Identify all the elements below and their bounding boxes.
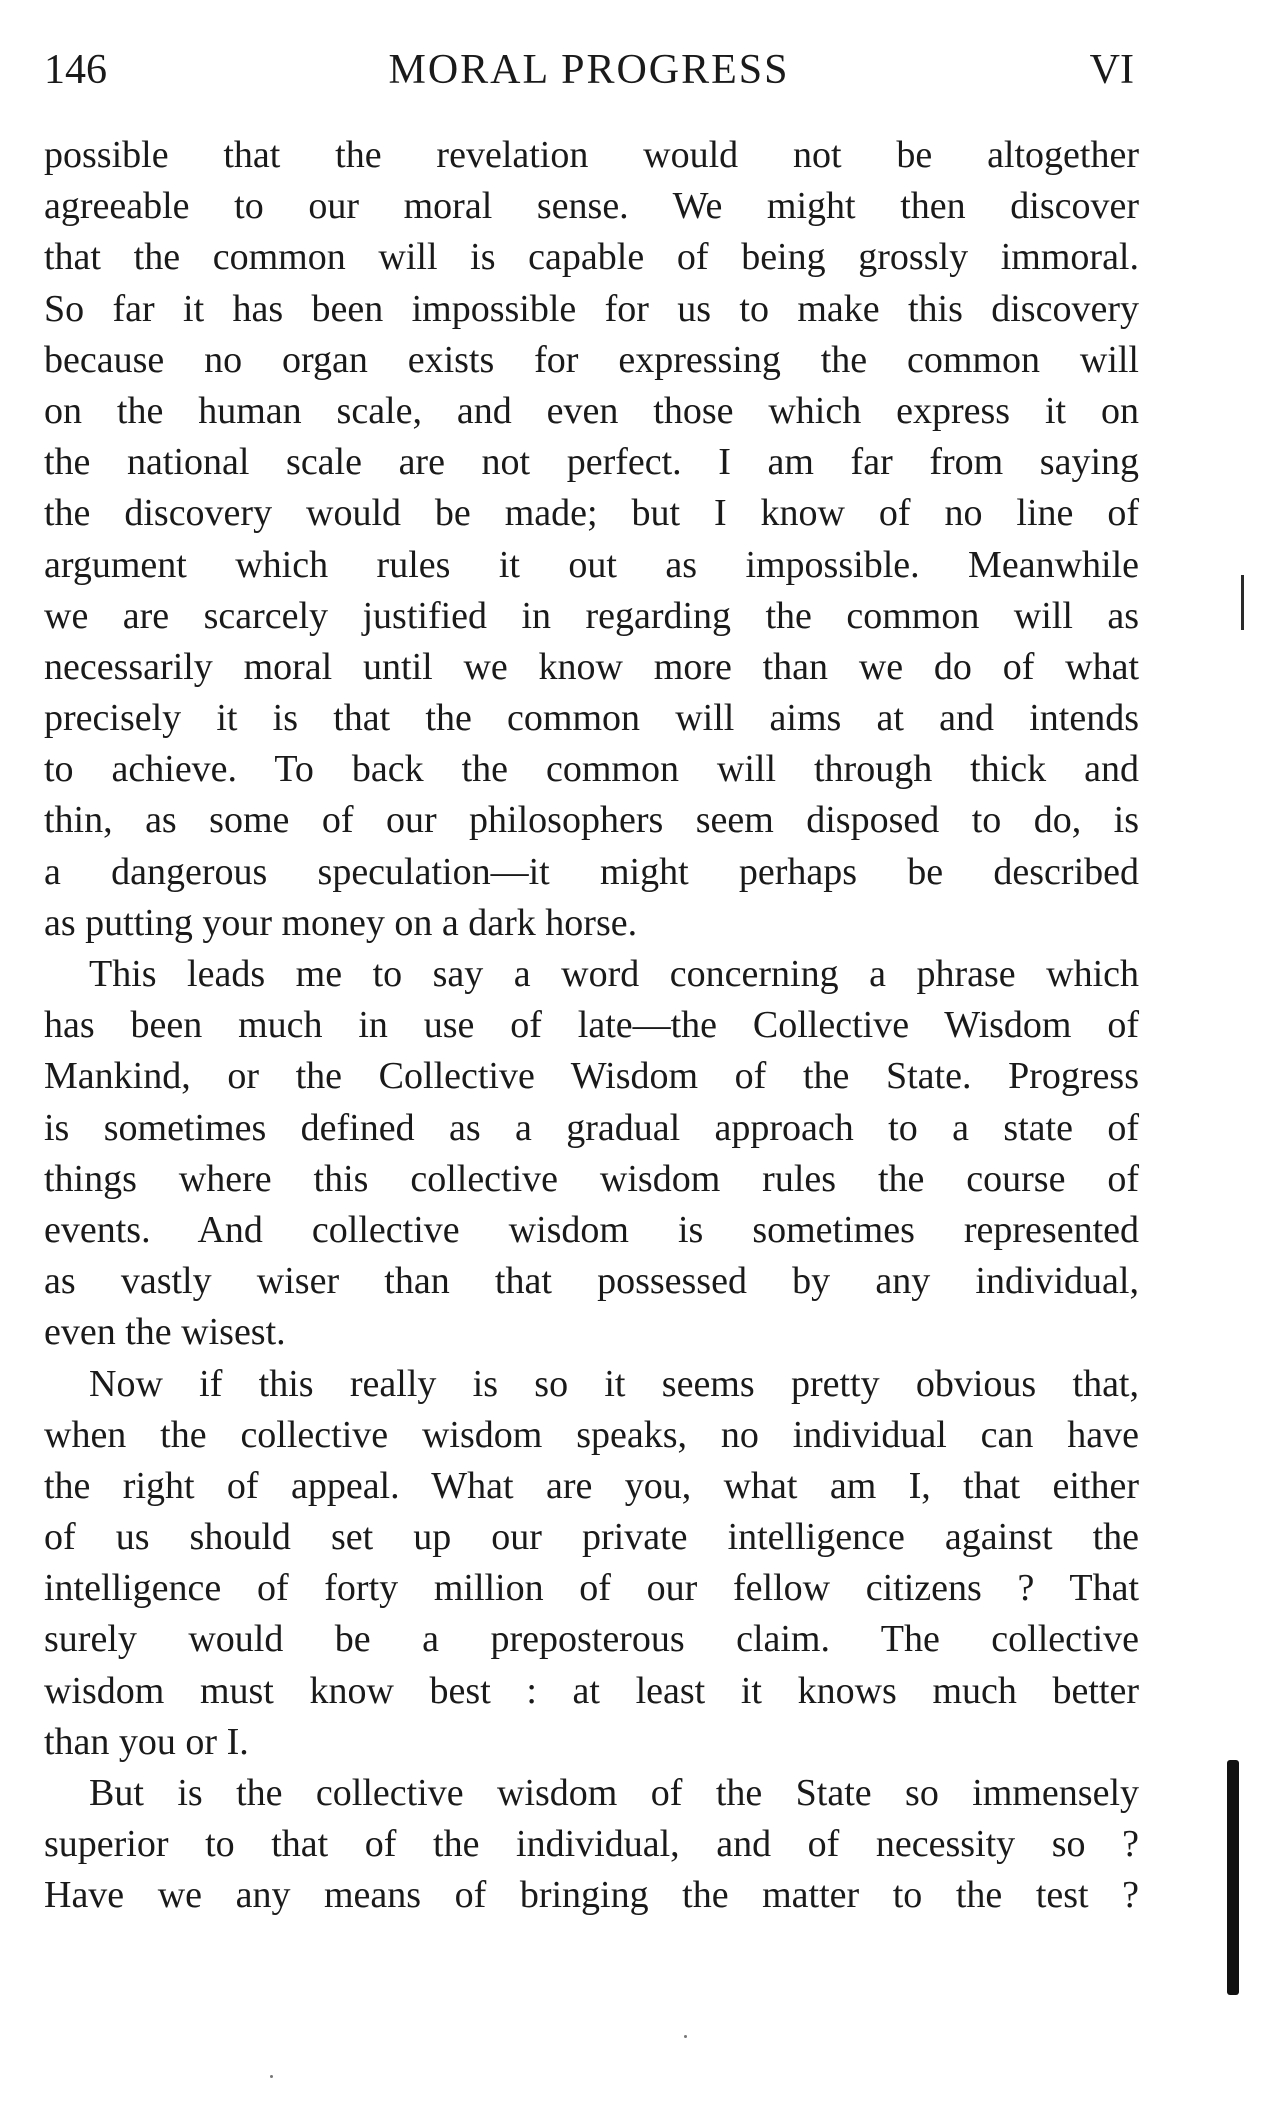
text-line: on the human scale, and even those which express it on [44, 389, 1139, 432]
paragraph-end-line: even the wisest. [44, 1311, 286, 1354]
text-line: agreeable to our moral sense. We might then discover [44, 185, 1139, 228]
paragraph-end-line: than you or I. [44, 1720, 249, 1763]
text-line: to achieve. To back the common will through thick and [44, 748, 1139, 791]
text-line: of us should set up our private intelligence against the [44, 1516, 1139, 1559]
scan-speck [270, 2075, 273, 2078]
scan-edge-mark [1227, 1760, 1239, 1995]
paragraph-first-line: Now if this really is so it seems pretty obvious that, [89, 1362, 1139, 1405]
text-line: that the common will is capable of being grossly immoral. [44, 236, 1139, 279]
text-line: possible that the revelation would not be altogether [44, 134, 1139, 176]
page-number: 146 [44, 47, 107, 93]
text-line: a dangerous speculation—it might perhaps be described [44, 850, 1139, 893]
text-line: intelligence of forty million of our fellow citizens ? That [44, 1567, 1139, 1610]
text-line: when the collective wisdom speaks, no individual can have [44, 1413, 1139, 1456]
text-line: thin, as some of our philosophers seem disposed to do, is [44, 799, 1139, 842]
text-line: the right of appeal. What are you, what am I, that either [44, 1464, 1139, 1507]
body-text [44, 130, 1139, 1922]
text-line: as vastly wiser than that possessed by any individual, [44, 1260, 1139, 1303]
text-line: because no organ exists for expressing the common will [44, 338, 1139, 381]
text-line: the national scale are not perfect. I am far from saying [44, 441, 1139, 484]
text-line: is sometimes defined as a gradual approach to a state of [44, 1106, 1139, 1149]
running-title: MORAL PROGRESS [388, 47, 790, 93]
text-line: Mankind, or the Collective Wisdom of the State. Progress [44, 1055, 1139, 1098]
text-line: wisdom must know best : at least it knows much better [44, 1669, 1139, 1712]
margin-mark [1241, 575, 1244, 630]
text-line: things where this collective wisdom rules the course of [44, 1157, 1139, 1200]
chapter-numeral: VI [1089, 47, 1134, 93]
text-line: the discovery would be made; but I know of no line of [44, 492, 1139, 535]
scan-speck [684, 2035, 687, 2038]
text-line: So far it has been impossible for us to make this discovery [44, 287, 1139, 330]
paragraph-end-line: as putting your money on a dark horse. [44, 901, 638, 944]
text-line: argument which rules it out as impossible. Meanwhile [44, 543, 1139, 586]
running-header [44, 40, 1134, 100]
text-line: events. And collective wisdom is sometimes represented [44, 1208, 1139, 1251]
text-line: precisely it is that the common will aims at and intends [44, 697, 1139, 740]
text-line: Have we any means of bringing the matter to the test ? [44, 1874, 1139, 1917]
text-line: necessarily moral until we know more than we do of what [44, 645, 1139, 688]
text-line: surely would be a preposterous claim. The collective [44, 1618, 1139, 1661]
text-line: has been much in use of late—the Collective Wisdom of [44, 1004, 1139, 1047]
paragraph-first-line: But is the collective wisdom of the State so immensely [89, 1772, 1139, 1814]
text-line: superior to that of the individual, and of necessity so ? [44, 1823, 1139, 1866]
paragraph-first-line: This leads me to say a word concerning a phrase which [89, 953, 1139, 995]
text-line: we are scarcely justified in regarding the common will as [44, 594, 1139, 637]
